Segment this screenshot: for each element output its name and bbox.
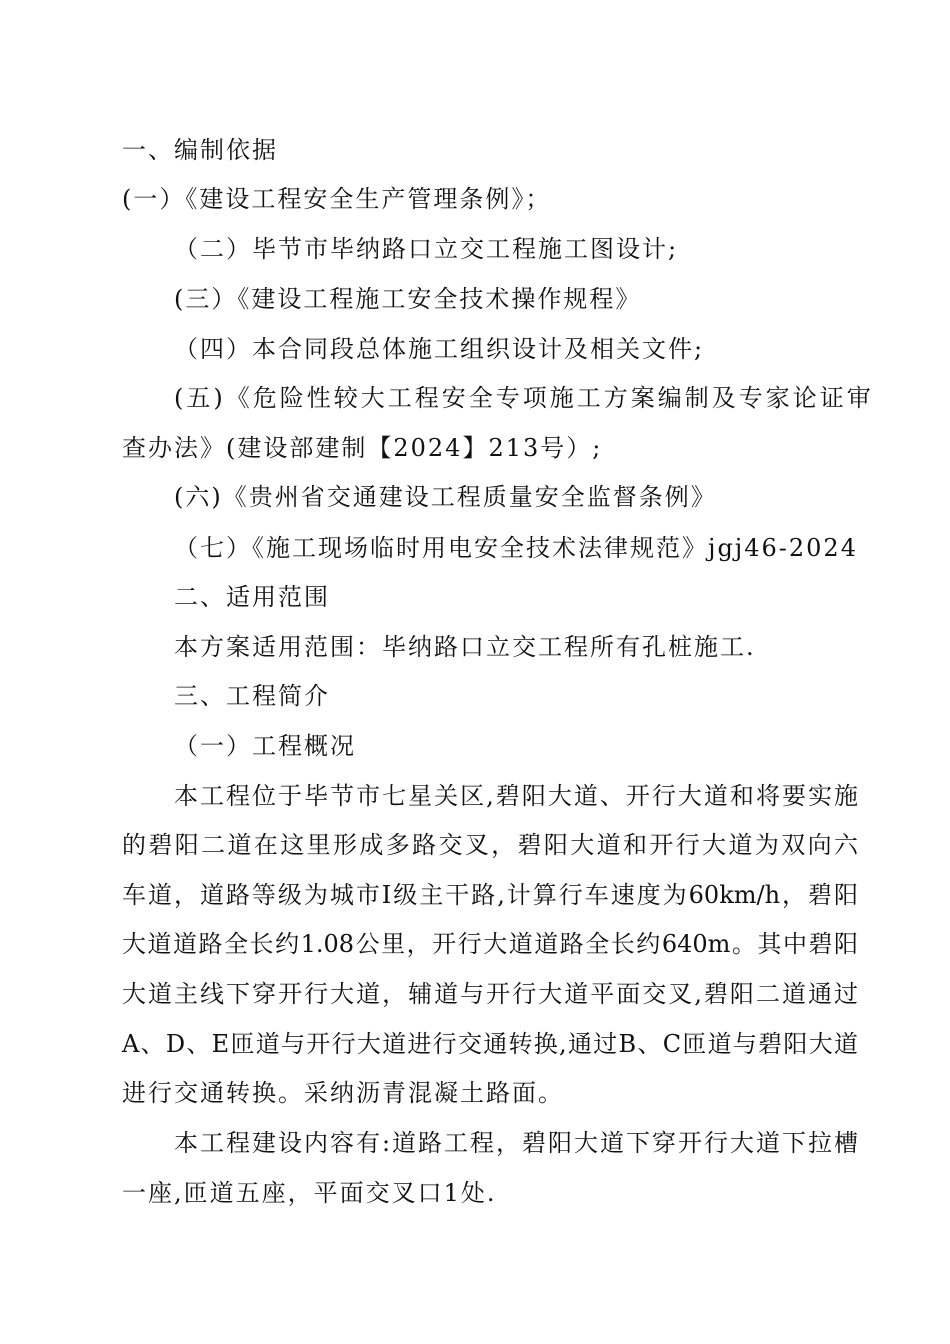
section-heading-basis: 一、编制依据 xyxy=(122,136,278,164)
overview-paragraph-line-1: 本工程位于毕节市七星关区,碧阳大道、开行大道和将要实施 xyxy=(174,782,858,810)
content-paragraph-line-1: 本工程建设内容有:道路工程，碧阳大道下穿开行大道下拉槽 xyxy=(174,1129,858,1157)
overview-paragraph-line-3: 车道，道路等级为城市Ⅰ级主干路,计算行车速度为60km/h，碧阳 xyxy=(122,881,858,909)
overview-paragraph-line-6: A、D、E匝道与开行大道进行交通转换,通过B、C匝道与碧阳大道 xyxy=(122,1030,858,1058)
section-heading-overview: 三、工程简介 xyxy=(174,682,330,710)
basis-item-3: (三）《建设工程施工安全技术操作规程》 xyxy=(174,285,642,313)
overview-paragraph-line-5: 大道主线下穿开行大道，辅道与开行大道平面交叉,碧阳二道通过 xyxy=(122,980,858,1008)
subheading-project-overview: （一）工程概况 xyxy=(174,732,356,760)
basis-item-7: （七）《施工现场临时用电安全技术法律规范》jgj46-2024 xyxy=(174,534,858,562)
content-paragraph-line-2: 一座,匝道五座，平面交叉口1处. xyxy=(122,1179,497,1207)
basis-item-6: (六)《贵州省交通建设工程质量安全监督条例》 xyxy=(174,483,717,511)
scope-text: 本方案适用范围：毕纳路口立交工程所有孔桩施工. xyxy=(174,633,756,661)
section-heading-scope: 二、适用范围 xyxy=(174,583,330,611)
basis-item-4: （四）本合同段总体施工组织设计及相关文件; xyxy=(174,335,705,363)
basis-item-2: （二）毕节市毕纳路口立交工程施工图设计; xyxy=(174,235,679,263)
basis-item-5-line-1: (五)《危险性较大工程安全专项施工方案编制及专家论证审 xyxy=(174,384,874,412)
overview-paragraph-line-2: 的碧阳二道在这里形成多路交叉，碧阳大道和开行大道为双向六 xyxy=(122,831,858,859)
basis-item-1: (一）《建设工程安全生产管理条例》； xyxy=(122,185,552,213)
overview-paragraph-line-7: 进行交通转换。采纳沥青混凝土路面。 xyxy=(122,1079,564,1107)
overview-paragraph-line-4: 大道道路全长约1.08公里，开行大道道路全长约640m。其中碧阳 xyxy=(122,930,858,958)
basis-item-5-line-2: 查办法》(建设部建制【2024】213号）; xyxy=(122,434,603,462)
